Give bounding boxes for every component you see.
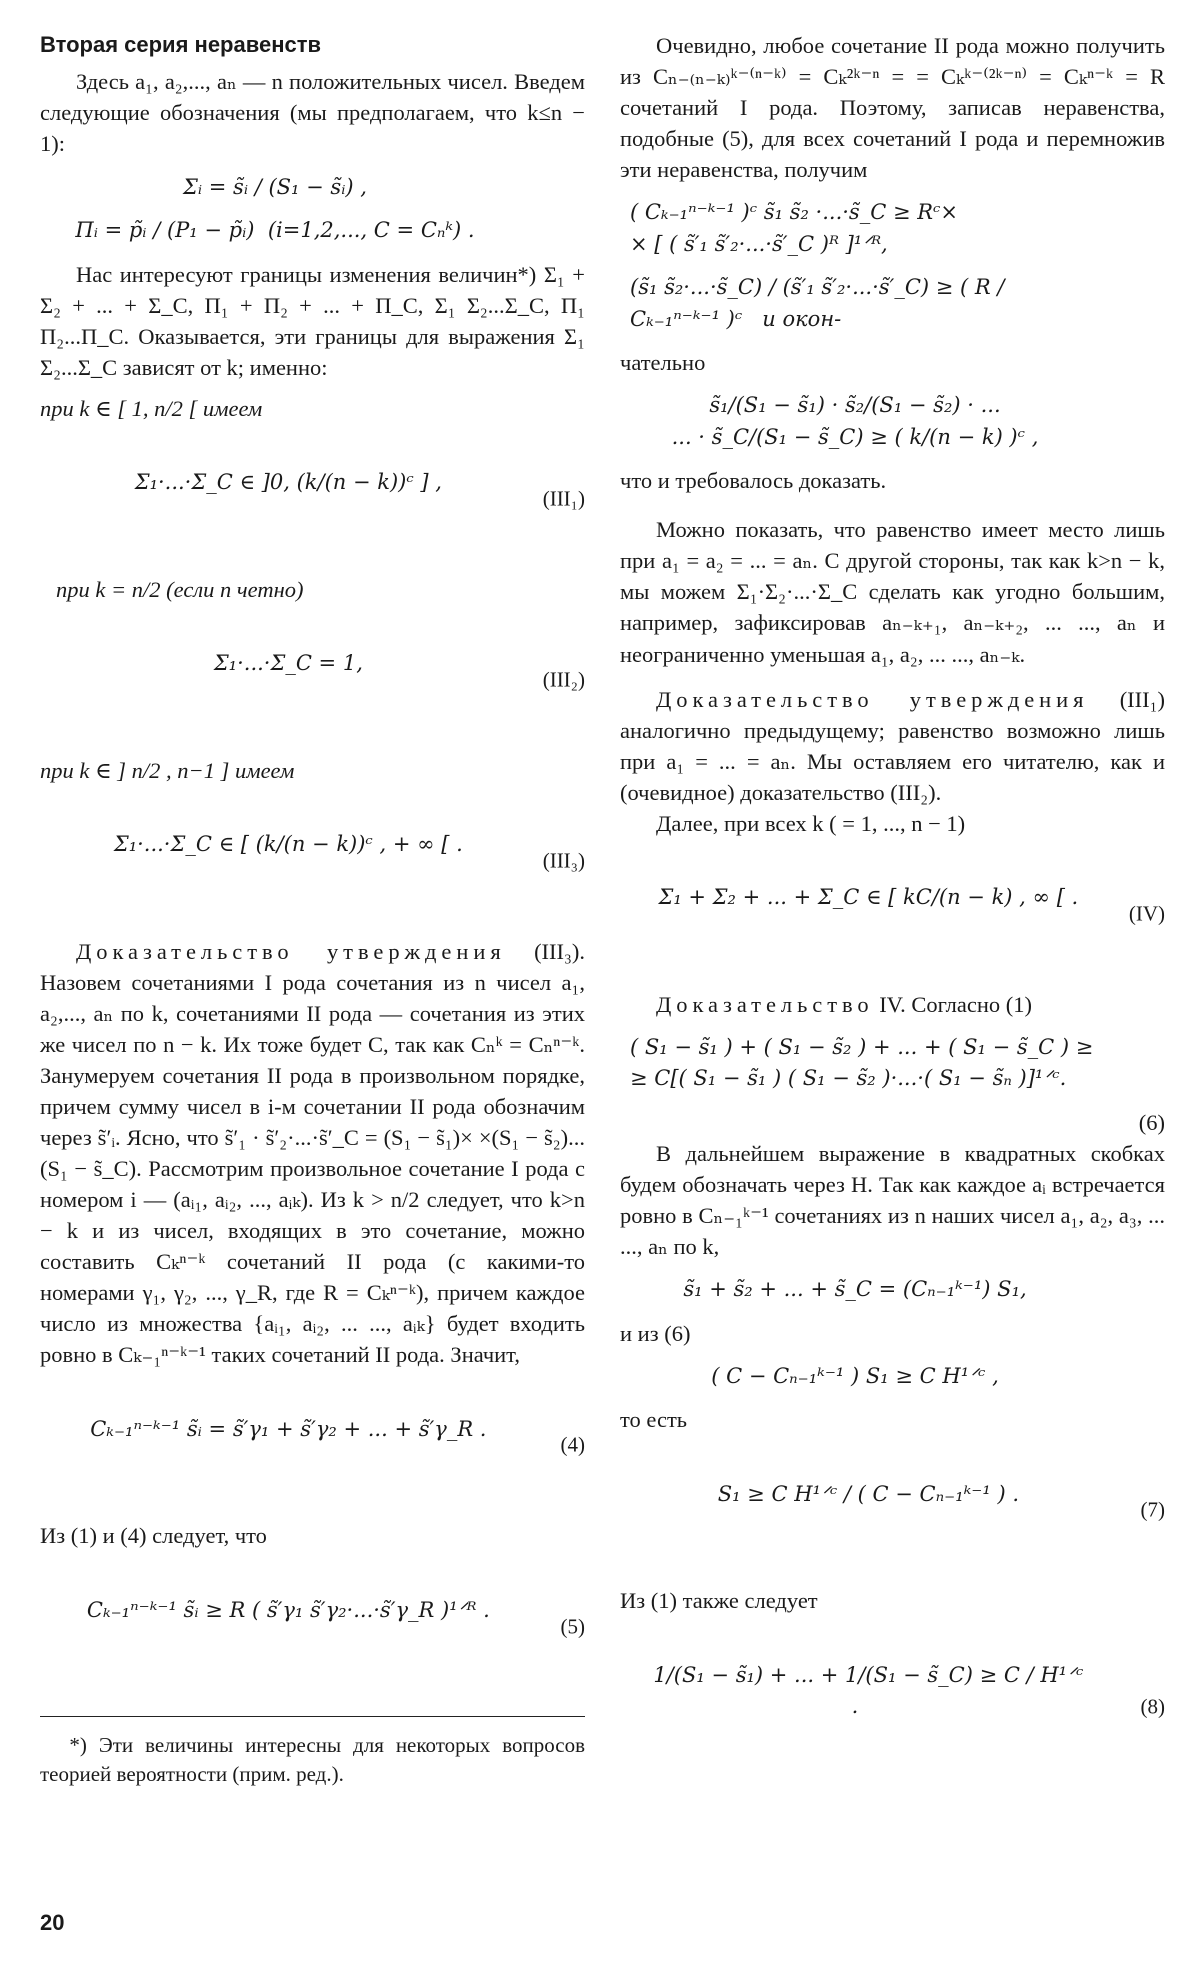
limits-paragraph: Нас интересуют границы изменения величин*) Σ₁ + Σ₂ + ... + Σ_C, Π₁ + Π₂ + ... + Π_C, Σ₁ Σ₂...Σ_C, Π₁ Π₂...Π_C. Оказывается, эти границы для выражения Σ₁ Σ₂...Σ_C зависят от k; именно:	[40, 261, 585, 380]
formula-IV-text: Σ₁ + Σ₂ + ... + Σ_C ∈ [ kC/(n − k) , ∞ [ .	[658, 885, 1079, 910]
formula-III2-tag: (III₂)	[542, 667, 585, 692]
page-number: 20	[40, 1910, 65, 1935]
case3-condition: при k ∈ ] n/2 , n−1 ] имеем	[40, 757, 295, 783]
formula-pi	[40, 215, 585, 247]
formula-III1-tag: (III₁)	[542, 485, 585, 510]
left-column	[40, 30, 585, 1788]
formula-4-tag: (4)	[560, 1432, 585, 1457]
from-6-text: и из (6)	[620, 1320, 691, 1346]
footnote-divider	[40, 1716, 585, 1717]
formula-product-2-text: (s̃₁ s̃₂·...·s̃_C) / (s̃′₁ s̃′₂·...·s̃′_C) ≥ ( R / Cₖ₋₁ⁿ⁻ᵏ⁻¹ )ᶜ и окон-	[630, 275, 1012, 331]
proof-III3-paragraph	[40, 936, 585, 1371]
that-is-text: то есть	[620, 1407, 688, 1433]
formula-7-text: S₁ ≥ C H¹ᐟᶜ / ( C − Cₙ₋₁ᵏ⁻¹ ) .	[717, 1481, 1019, 1506]
formula-8-text: 1/(S₁ − s̃₁) + ... + 1/(S₁ − s̃_C) ≥ C / H¹ᐟᶜ .	[653, 1662, 1091, 1719]
formula-pi-text: Πᵢ = p̃ᵢ / (P₁ − p̃ᵢ) (i=1,2,..., C = Cₙᵏ) .	[75, 218, 475, 242]
formula-7	[620, 1447, 1165, 1573]
formula-6-text: ( S₁ − s̃₁ ) + ( S₁ − s̃₂ ) + ... + ( S₁ − s̃_C ) ≥ ≥ C[( S₁ − s̃₁ ) ( S₁ − s̃₂ )·...·( S₁ − s̃ₙ )]¹ᐟᶜ.	[630, 1034, 1094, 1091]
formula-4	[40, 1382, 585, 1508]
formula-ch-text: ( C − Cₙ₋₁ᵏ⁻¹ ) S₁ ≥ C H¹ᐟᶜ ,	[711, 1363, 999, 1388]
right-column	[620, 30, 1165, 1798]
formula-8	[620, 1628, 1165, 1786]
proof-III1-paragraph	[620, 684, 1165, 808]
formula-7-tag: (7)	[1140, 1497, 1165, 1522]
formula-III1	[40, 436, 585, 562]
formula-6	[620, 1032, 1165, 1095]
from-1-text: Из (1) также следует	[620, 1588, 818, 1614]
formula-IV	[620, 851, 1165, 977]
formula-sigma-text: Σᵢ = s̃ᵢ / (S₁ − s̃ᵢ) ,	[183, 174, 367, 199]
case2-condition: при k = n/2 (если n четно)	[56, 576, 304, 602]
footnote: *) Эти величины интересны для некоторых вопросов теорией вероятности (прим. ред.).	[40, 1732, 585, 1786]
formula-III3-text: Σ₁·...·Σ_C ∈ [ (k/(n − k))ᶜ , + ∞ [ .	[113, 832, 463, 857]
formula-5-tag: (5)	[560, 1613, 585, 1638]
formula-5	[40, 1564, 585, 1690]
formula-final	[620, 390, 1165, 453]
from-1-4-text: Из (1) и (4) следует, что	[40, 1523, 267, 1549]
proof-IV-paragraph	[620, 989, 1165, 1020]
formula-sum-text: s̃₁ + s̃₂ + ... + s̃_C = (Cₙ₋₁ᵏ⁻¹) S₁,	[683, 1277, 1027, 1302]
section-heading: Вторая серия неравенств	[40, 32, 322, 57]
formula-sigma	[40, 172, 585, 204]
proof-III1-label: Доказательство утверждения	[656, 686, 1089, 712]
equality-paragraph: Можно показать, что равенство имеет место лишь при a₁ = a₂ = ... = aₙ. С другой стороны, так как k>n − k, мы можем Σ₁·Σ₂·...·Σ_C сделать как угодно большим, например, зафиксировав aₙ₋ₖ₊₁, aₙ₋ₖ₊₂, ... ..., aₙ и неограниченно уменьшая a₁, a₂, ... ..., aₙ₋ₖ.	[620, 517, 1165, 667]
formula-ch	[620, 1361, 1165, 1393]
formula-III3	[40, 798, 585, 924]
proof-label: Доказательство утверждения	[76, 938, 506, 964]
qed-text: что и требовалось доказать.	[620, 468, 887, 494]
h-definition-paragraph: В дальнейшем выражение в квадратных скобках будем обозначать через H. Так как каждое aᵢ встречается ровно в Cₙ₋₁ᵏ⁻¹ сочетаниях из n наших чисел a₁, a₂, a₃, ... ..., aₙ по k,	[620, 1140, 1165, 1260]
formula-product-1-text: ( Cₖ₋₁ⁿ⁻ᵏ⁻¹ )ᶜ s̃₁ s̃₂ ·...·s̃_C ≥ Rᶜ× × [ ( s̃′₁ s̃′₂·...·s̃′_C )ᴿ ]¹ᐟᴿ,	[630, 200, 959, 256]
case1-condition: при k ∈ [ 1, n/2 [ имеем	[40, 395, 263, 421]
formula-III2-text: Σ₁·...·Σ_C = 1,	[213, 651, 363, 676]
finally-word: чательно	[620, 350, 706, 376]
intro-paragraph: Здесь a₁, a₂,..., aₙ — n положительных чисел. Введем следующие обозначения (мы предполагаем, что k≤n − 1):	[40, 69, 585, 157]
formula-III1-text: Σ₁·...·Σ_C ∈ ]0, (k/(n − k))ᶜ ] ,	[134, 470, 442, 495]
formula-III3-tag: (III₃)	[542, 848, 585, 873]
formula-sum	[620, 1274, 1165, 1306]
formula-4-text: Cₖ₋₁ⁿ⁻ᵏ⁻¹ s̃ᵢ = s̃′γ₁ + s̃′γ₂ + ... + s̃′γ_R .	[90, 1416, 487, 1441]
formula-6-tag: (6)	[1138, 1109, 1165, 1135]
formula-III2	[40, 617, 585, 743]
formula-product-2	[620, 272, 1165, 335]
proof-III3-text: (III₃). Назовем сочетаниями I рода сочетания из n чисел a₁, a₂,..., aₙ по k, сочетаниями II рода — сочетания из этих же чисел по n − k. Их тоже будет C, так как Cₙᵏ = Cₙⁿ⁻ᵏ. Занумеруем сочетания II рода в произвольном порядке, причем сумму чисел в i-м сочетании II рода обозначим через s̃′ᵢ. Ясно, что s̃′₁ · s̃′₂·...·s̃′_C = (S₁ − s̃₁)× ×(S₁ − s̃₂)...(S₁ − s̃_C). Рассмотрим произвольное сочетание I рода с номером i — (aᵢ₁, aᵢ₂, ..., aᵢₖ). Из k > n/2 следует, что k>n − k и из чисел, входящих в это сочетание, можно составить Cₖⁿ⁻ᵏ сочетаний II рода (с какими-то номерами γ₁, γ₂, ..., γ_R, где R = Cₖⁿ⁻ᵏ), причем каждое число из множества {aᵢ₁, aᵢ₂, ... ..., aᵢₖ} будет входить ровно в Cₖ₋₁ⁿ⁻ᵏ⁻¹ таких сочетаний II рода. Значит,	[40, 938, 585, 1368]
combinations-paragraph: Очевидно, любое сочетание II рода можно получить из Cₙ₋₍ₙ₋ₖ₎ᵏ⁻⁽ⁿ⁻ᵏ⁾ = Cₖ²ᵏ⁻ⁿ = = Cₖᵏ⁻⁽²ᵏ⁻ⁿ⁾ = Cₖⁿ⁻ᵏ = R сочетаний I рода. Поэтому, записав неравенства, подобные (5), для всех сочетаний I рода и перемножив эти неравенства, получим	[620, 33, 1165, 183]
proof-III1-text: (III₁) аналогично предыдущему; равенство возможно лишь при a₁ = ... = aₙ. Мы оставляем его читателю, как и (очевидное) доказательство (III₂).	[620, 686, 1165, 805]
formula-product-1	[620, 197, 1165, 260]
formula-IV-tag: (IV)	[1128, 901, 1165, 926]
formula-final-text: s̃₁/(S₁ − s̃₁) · s̃₂/(S₁ − s̃₂) · ... ... · s̃_C/(S₁ − s̃_C) ≥ ( k/(n − k) )ᶜ ,	[671, 393, 1039, 449]
formula-8-tag: (8)	[1140, 1694, 1165, 1719]
proof-IV-label: Доказательство	[656, 991, 874, 1017]
formula-5-text: Cₖ₋₁ⁿ⁻ᵏ⁻¹ s̃ᵢ ≥ R ( s̃′γ₁ s̃′γ₂·...·s̃′γ_R )¹ᐟᴿ .	[86, 1598, 490, 1623]
further-text: Далее, при всех k ( = 1, ..., n − 1)	[656, 810, 966, 836]
proof-IV-text: IV. Согласно (1)	[873, 991, 1033, 1017]
